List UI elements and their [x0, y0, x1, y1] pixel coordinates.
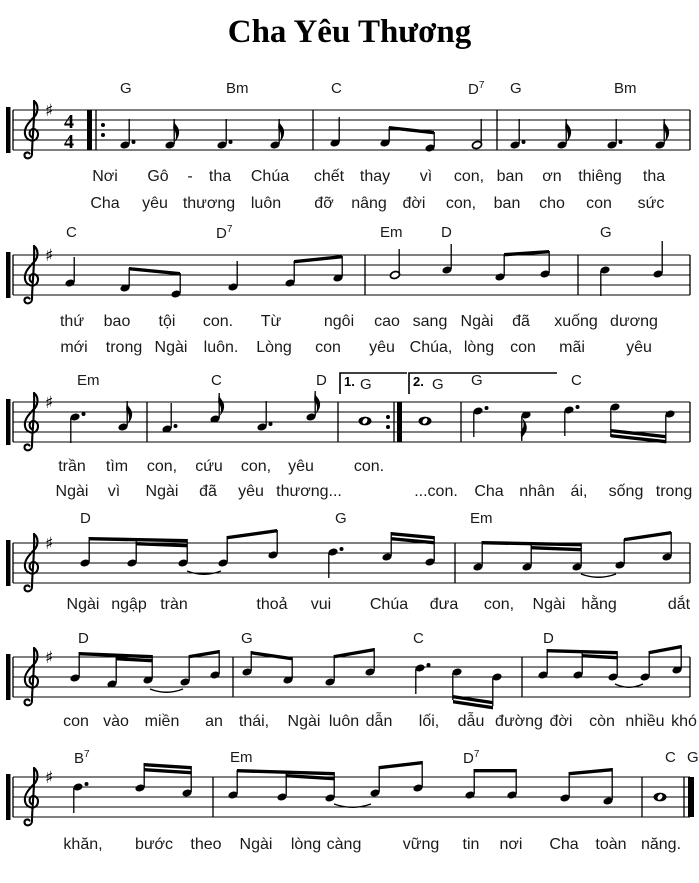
chord-label: D: [543, 630, 554, 647]
lyric-syllable: Chúa: [250, 168, 290, 185]
key-signature-sharp-icon: ♯: [45, 768, 54, 788]
lyric-syllable: Ngài: [55, 483, 89, 500]
lyric-syllable: yêu: [142, 195, 168, 212]
lyric-syllable: yêu: [238, 483, 264, 500]
lyric-syllable: cho: [539, 195, 565, 212]
lyric-syllable: an: [205, 713, 223, 730]
lyric-syllable: dương: [610, 313, 658, 330]
lyric-syllable: yêu: [288, 458, 314, 475]
lyric-syllable: sức: [637, 195, 665, 212]
lyric-syllable: ban: [493, 195, 521, 212]
chord-label: Em: [380, 224, 403, 241]
lyric-syllable: Ngài: [460, 313, 494, 330]
lyric-syllable: nhiều: [625, 713, 665, 730]
lyric-syllable: yêu: [369, 339, 395, 356]
lyric-syllable: sống: [608, 483, 644, 500]
lyric-syllable: bước: [134, 836, 174, 853]
lyric-syllable: bao: [103, 313, 131, 330]
lyric-syllable: con,: [240, 458, 272, 475]
chord-label: $B^7$: [74, 749, 90, 767]
lyric-syllable: -: [187, 168, 193, 185]
lyric-syllable: thoả: [256, 596, 288, 613]
lyric-syllable: ...con.: [414, 483, 458, 500]
lyric-syllable: đỡ: [314, 195, 334, 212]
lyric-syllable: thương: [182, 195, 236, 212]
lyric-syllable: còn: [589, 713, 615, 730]
chord-label: C: [331, 80, 342, 97]
chord-extension: 7: [226, 224, 233, 235]
lyric-syllable: lối,: [418, 713, 440, 730]
lyric-syllable: Cha: [474, 483, 504, 500]
lyric-syllable: con.: [353, 458, 385, 475]
lyric-syllable: Ngài: [532, 596, 566, 613]
lyric-syllable: tràn: [160, 596, 188, 613]
chord-label: Bm: [614, 80, 637, 97]
chord-label: D: [316, 372, 327, 389]
lyric-syllable: đưa: [429, 596, 459, 613]
lyric-syllable: Chúa: [369, 596, 409, 613]
lyric-syllable: vì: [107, 483, 121, 500]
chord-label: Em: [230, 749, 253, 766]
lyric-syllable: thái,: [238, 713, 270, 730]
chord-label: Bm: [226, 80, 249, 97]
lyric-syllable: dẫn: [365, 713, 393, 730]
lyric-syllable: đã: [199, 483, 217, 500]
lyric-syllable: Cha: [549, 836, 579, 853]
lyric-syllable: Lòng: [256, 339, 292, 356]
key-signature-sharp-icon: ♯: [45, 534, 54, 554]
lyric-syllable: đường: [495, 713, 543, 730]
key-signature-sharp-icon: ♯: [45, 101, 54, 121]
lyric-syllable: toàn: [595, 836, 627, 853]
lyric-syllable: Chúa,: [409, 339, 453, 356]
chord-label: $D^7$: [216, 224, 233, 242]
lyric-syllable: con,: [483, 596, 515, 613]
chord-label: D: [80, 510, 91, 527]
key-signature-sharp-icon: ♯: [45, 648, 54, 668]
lyric-syllable: con,: [453, 168, 485, 185]
lyric-syllable: xuống: [554, 313, 598, 330]
lyric-syllable: Ngài: [287, 713, 321, 730]
chord-extension: 7: [473, 749, 480, 760]
chord-label: G: [360, 376, 372, 393]
lyric-syllable: dắt: [667, 596, 691, 613]
chord-label: G: [120, 80, 132, 97]
chord-label: D: [78, 630, 89, 647]
lyric-syllable: ngôi: [323, 313, 355, 330]
chord-label: C: [665, 749, 676, 766]
lyric-syllable: con: [510, 339, 536, 356]
lyric-syllable: thương...: [276, 483, 342, 500]
chord-label: G: [241, 630, 253, 647]
lyric-syllable: mãi: [559, 339, 585, 356]
lyric-syllable: lòng: [463, 339, 495, 356]
lyric-syllable: con: [63, 713, 89, 730]
lyric-syllable: vào: [103, 713, 129, 730]
chord-label: G: [471, 372, 483, 389]
lyric-syllable: tha: [208, 168, 232, 185]
lyric-syllable: miền: [144, 713, 180, 730]
chord-label: G: [687, 749, 699, 766]
lyric-syllable: chết: [313, 168, 345, 185]
chord-label: $D^7$: [463, 749, 480, 767]
lyric-syllable: khó: [671, 713, 697, 730]
lyric-syllable: ái,: [570, 483, 588, 500]
volta-number: 2.: [413, 374, 424, 389]
chord-label: C: [211, 372, 222, 389]
lyric-syllable: sang: [412, 313, 448, 330]
lyric-syllable: trần: [58, 458, 86, 475]
lyric-syllable: con: [315, 339, 341, 356]
lyric-syllable: nâng: [351, 195, 387, 212]
lyric-syllable: đời: [402, 195, 426, 212]
lyric-syllable: dẫu: [457, 713, 485, 730]
lyric-syllable: luôn.: [203, 339, 239, 356]
lyric-syllable: cứu: [195, 458, 223, 475]
lyric-syllable: trong: [105, 339, 143, 356]
chord-label: G: [335, 510, 347, 527]
lyric-syllable: vui: [310, 596, 332, 613]
time-signature: 4: [64, 111, 74, 133]
chord-label: C: [571, 372, 582, 389]
chord-label: C: [413, 630, 424, 647]
lyric-syllable: Nơi: [92, 168, 118, 185]
lyric-syllable: ngập: [111, 596, 147, 613]
chord-extension: 7: [84, 749, 90, 760]
lyric-syllable: thiêng: [578, 168, 622, 185]
chord-label: G: [600, 224, 612, 241]
lyric-syllable: nhân: [519, 483, 555, 500]
lyric-syllable: Ngài: [145, 483, 179, 500]
song-title: Cha Yêu Thương: [227, 14, 472, 50]
lyric-syllable: nơi: [499, 836, 523, 853]
lyric-syllable: con,: [445, 195, 477, 212]
chord-label: Em: [77, 372, 100, 389]
chord-label: G: [510, 80, 522, 97]
chord-extension: 7: [478, 80, 485, 91]
lyric-syllable: cao: [374, 313, 400, 330]
key-signature-sharp-icon: ♯: [45, 393, 54, 413]
lyric-syllable: con: [586, 195, 612, 212]
chord-label: D: [441, 224, 452, 241]
lyric-syllable: yêu: [626, 339, 652, 356]
chord-label: C: [66, 224, 77, 241]
lyric-syllable: Gô: [147, 168, 169, 185]
lyric-syllable: ơn: [542, 168, 562, 185]
lyric-syllable: khăn,: [63, 836, 103, 853]
lyric-syllable: tin: [462, 836, 480, 853]
lyric-syllable: càng: [326, 836, 362, 853]
lyric-syllable: lòng: [290, 836, 322, 853]
lyric-syllable: mới: [60, 339, 88, 356]
lyric-syllable: con.: [202, 313, 234, 330]
lyric-syllable: luôn: [328, 713, 360, 730]
lyric-syllable: năng.: [640, 836, 682, 853]
chord-label: $D^7$: [468, 80, 485, 98]
time-signature: 4: [64, 131, 74, 153]
lyric-syllable: thay: [359, 168, 391, 185]
lyric-syllable: vững: [402, 836, 440, 853]
volta-number: 1.: [344, 374, 355, 389]
lyric-syllable: Ngài: [239, 836, 273, 853]
lyric-syllable: luôn: [250, 195, 282, 212]
lyric-syllable: đời: [549, 713, 573, 730]
lyric-syllable: hằng: [581, 596, 617, 613]
lyric-syllable: đã: [512, 313, 530, 330]
key-signature-sharp-icon: ♯: [45, 246, 54, 266]
lyric-syllable: Từ: [260, 313, 282, 330]
chord-label: Em: [470, 510, 493, 527]
lyric-syllable: trong: [655, 483, 693, 500]
lyric-syllable: tha: [642, 168, 666, 185]
chord-label: G: [432, 376, 444, 393]
lyric-syllable: vì: [419, 168, 433, 185]
lyric-syllable: Cha: [90, 195, 120, 212]
lyric-syllable: tội: [158, 313, 176, 330]
lyric-syllable: tìm: [105, 458, 129, 475]
lyric-syllable: theo: [190, 836, 222, 853]
lyric-syllable: Ngài: [66, 596, 100, 613]
lyric-syllable: thứ: [59, 313, 85, 330]
lyric-syllable: con,: [146, 458, 178, 475]
lyric-syllable: ban: [496, 168, 524, 185]
lyric-syllable: Ngài: [154, 339, 188, 356]
